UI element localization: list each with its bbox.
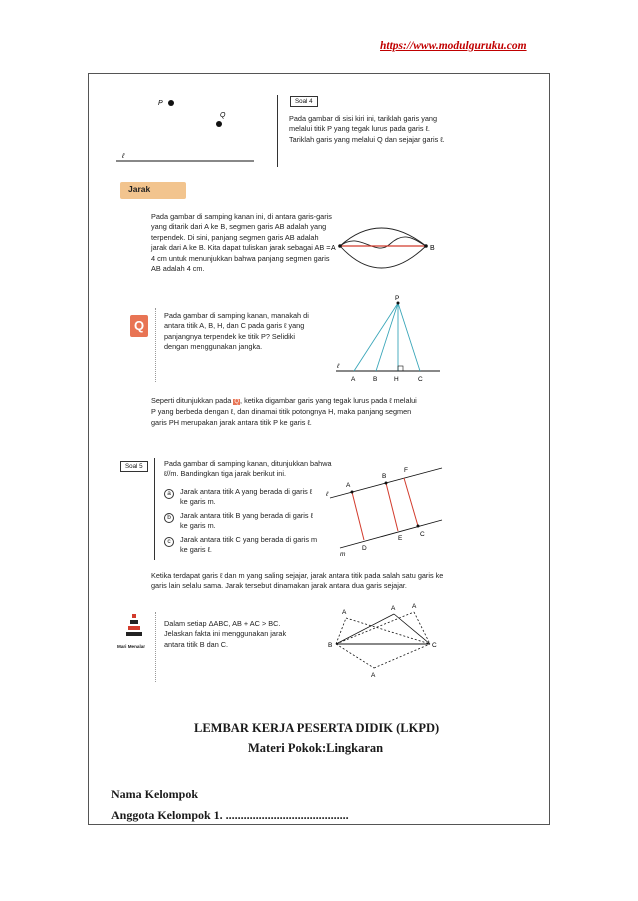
jarak-heading: Jarak	[128, 184, 151, 194]
m-label-a4: A	[371, 672, 376, 679]
worksheet-subtitle: Materi Pokok:Lingkaran	[248, 741, 384, 755]
point-q-dot	[216, 121, 222, 127]
soal5-intro: Pada gambar di samping kanan, ditunjukkan bahwa ℓ//m. Bandingkan tiga jarak berikut ini.	[164, 459, 332, 479]
jarak-label-a: A	[331, 245, 336, 252]
question-text: Pada gambar di samping kanan, manakah di antara titik A, B, H, dan C pada garis ℓ yang panjangnya terpendek ke titik P? Selidiki dengan menggunakan jangka.	[164, 311, 309, 352]
soal4-tag: Soal 4	[290, 96, 318, 107]
mari-diagram	[326, 600, 446, 682]
paragraph-1-badge: Q	[234, 399, 240, 405]
s5-label-c: C	[420, 531, 425, 538]
s5-label-m: m	[340, 551, 346, 558]
q-label-p: P	[395, 295, 400, 302]
header-url[interactable]: https://www.modulguruku.com	[380, 40, 527, 52]
m-label-a2: A	[391, 605, 396, 612]
q-label-a: A	[351, 376, 356, 383]
q-label-l: ℓ	[337, 363, 340, 370]
soal4-diagram	[110, 95, 270, 165]
soal5-mark-a: a	[164, 489, 174, 499]
soal5-diagram	[322, 458, 446, 558]
soal5-item-b: Jarak antara titik B yang berada di garis ℓ ke garis m.	[180, 511, 313, 531]
q-label-h: H	[394, 376, 399, 383]
paragraph-2: Ketika terdapat garis ℓ dan m yang saling sejajar, jarak antara titik pada salah satu garis ke garis lain selalu sama. Jarak tersebut dinamakan jarak antara dua garis sejajar.	[151, 571, 444, 591]
soal4-text: Pada gambar di sisi kiri ini, tariklah garis yang melalui titik P yang tegak lurus pada garis ℓ. Tariklah garis yang melalui Q dan sejajar garis ℓ.	[289, 114, 445, 144]
worksheet-title: LEMBAR KERJA PESERTA DIDIK (LKPD)	[194, 721, 440, 735]
paragraph-1-after: , ketika digambar garis yang tegak lurus pada ℓ melalui P yang berbeda dengan ℓ, dan dinamai titik potongnya H, maka panjang segmen garis PH merupakan jarak antara titik P ke garis ℓ.	[151, 396, 417, 427]
q-label-b: B	[373, 376, 378, 383]
line-l-label: ℓ	[122, 153, 125, 160]
s5-label-e: E	[398, 535, 403, 542]
soal5-mark-c: c	[164, 537, 174, 547]
jarak-text: Pada gambar di samping kanan ini, di antara garis-garis yang ditarik dari A ke B, segmen garis AB adalah yang terpendek. Di sini, panjang segmen garis AB adalah jarak dari A ke B. Kita dapat tuliskan jarak sebagai AB = 4 cm untuk menunjukkan bahwa panjang segmen garis AB adalah 4 cm.	[151, 212, 332, 274]
soal5-item-c: Jarak antara titik C yang berada di garis m ke garis ℓ.	[180, 535, 318, 555]
mari-text: Dalam setiap ΔABC, AB + AC > BC. Jelaskan fakta ini menggunakan jarak antara titik B dan C.	[164, 619, 287, 649]
paragraph-1-before: Seperti ditunjukkan pada	[151, 396, 232, 405]
question-dotted-line	[155, 308, 156, 382]
m-label-a1: A	[342, 609, 347, 616]
s5-label-l: ℓ	[326, 491, 329, 498]
point-p-label: P	[158, 100, 163, 107]
m-label-a3: A	[412, 603, 417, 610]
jarak-label-b: B	[430, 245, 435, 252]
paragraph-1	[151, 396, 423, 428]
group-members-line: Anggota Kelompok 1. .........................................	[111, 808, 349, 822]
soal5-mark-b: b	[164, 513, 174, 523]
question-diagram	[330, 293, 445, 385]
soal5-item-a: Jarak antara titik A yang berada di garis ℓ ke garis m.	[180, 487, 313, 507]
m-label-b: B	[328, 642, 333, 649]
s5-label-d: D	[362, 545, 367, 552]
question-badge: Q	[130, 315, 148, 337]
jarak-diagram	[330, 210, 445, 290]
s5-label-b: B	[382, 473, 387, 480]
point-q-label: Q	[220, 112, 226, 119]
group-name-label: Nama Kelompok	[111, 787, 198, 801]
s5-label-f: F	[404, 467, 408, 474]
point-p-dot	[168, 100, 174, 106]
s5-label-a: A	[346, 482, 351, 489]
q-label-c: C	[418, 376, 423, 383]
soal5-divider	[154, 458, 155, 560]
m-label-c: C	[432, 642, 437, 649]
mari-dotted-line	[155, 612, 156, 682]
soal4-divider	[277, 95, 278, 167]
mari-menalar-label: Mari Menalar	[117, 644, 146, 649]
soal5-tag: Soal 5	[120, 461, 148, 472]
mari-menalar-icon	[120, 612, 148, 642]
